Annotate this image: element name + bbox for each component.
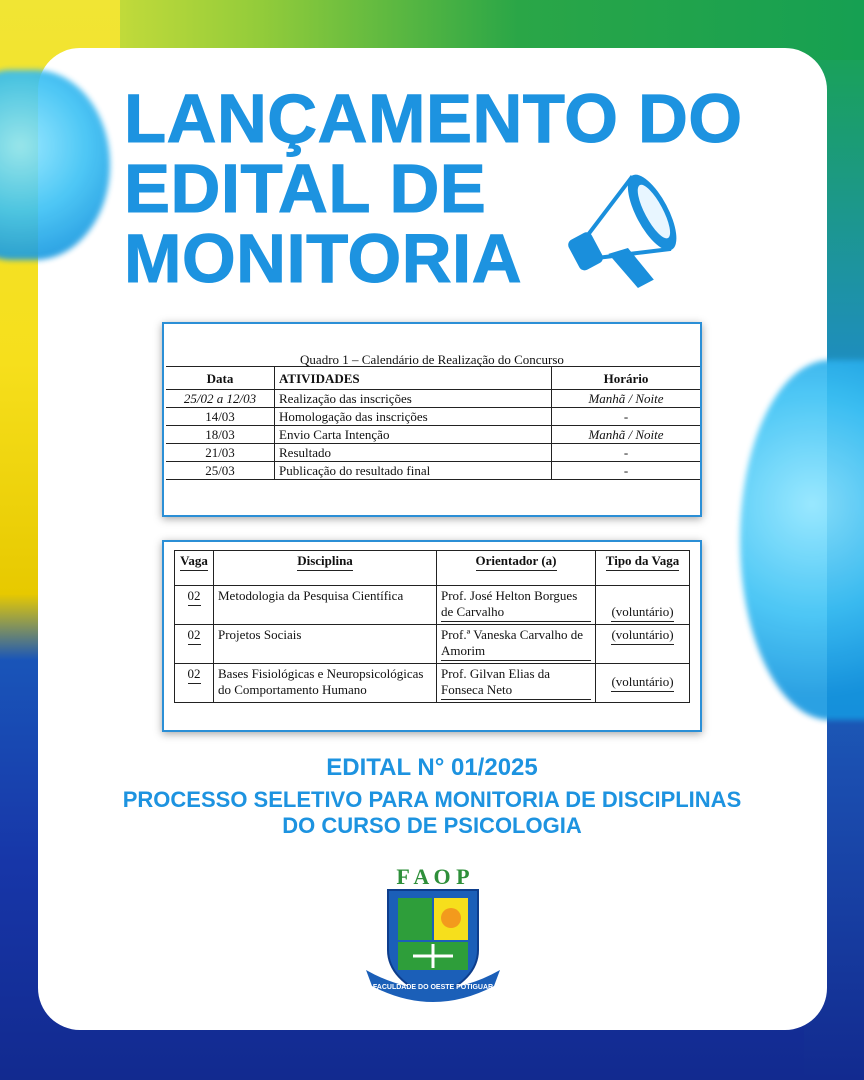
table-row (166, 426, 700, 444)
calendar-date: 18/03 (166, 426, 275, 444)
vacancy-count: 02 (175, 664, 214, 703)
table-row (175, 586, 690, 625)
vacancy-discipline: Bases Fisiológicas e Neuropsicológicas do Comportamento Humano (214, 664, 437, 703)
calendar-document (162, 322, 702, 517)
faop-logo (358, 858, 508, 1008)
calendar-activity: Publicação do resultado final (275, 462, 552, 480)
table-row (166, 408, 700, 426)
calendar-header-row (166, 367, 700, 390)
subtitle-line-1: PROCESSO SELETIVO PARA MONITORIA DE DISCIPLINAS (122, 787, 742, 812)
vacancy-count: 02 (175, 586, 214, 625)
table-row (175, 664, 690, 703)
calendar-activity: Realização das inscrições (275, 390, 552, 408)
calendar-date: 14/03 (166, 408, 275, 426)
calendar-time: - (552, 444, 701, 462)
subtitle-line-2: DO CURSO DE PSICOLOGIA (282, 813, 582, 838)
calendar-activity: Homologação das inscrições (275, 408, 552, 426)
calendar-caption: Quadro 1 – Calendário de Realização do Concurso (300, 352, 564, 367)
vacancy-count: 02 (175, 625, 214, 664)
logo-ribbon-text: FACULDADE DO OESTE POTIGUAR (372, 984, 494, 991)
title-line-1: LANÇAMENTO DO (124, 80, 743, 157)
vacancies-header-vaga: Vaga (175, 551, 214, 586)
vacancy-advisor: Prof. Gilvan Elias da Fonseca Neto (437, 664, 596, 703)
vacancies-header-row (175, 551, 690, 586)
vacancy-type: (voluntário) (596, 586, 690, 625)
title-line-3: MONITORIA (124, 220, 523, 297)
logo-acronym: F A O P (396, 864, 470, 889)
vacancies-table (174, 550, 690, 703)
megaphone-icon (548, 148, 698, 308)
calendar-activity: Resultado (275, 444, 552, 462)
calendar-time: Manhã / Noite (552, 390, 701, 408)
vacancies-header-tipo: Tipo da Vaga (596, 551, 690, 586)
calendar-date: 25/03 (166, 462, 275, 480)
vacancies-document (162, 540, 702, 732)
table-row (175, 625, 690, 664)
calendar-time: Manhã / Noite (552, 426, 701, 444)
vacancy-type: (voluntário) (596, 625, 690, 664)
edital-number: EDITAL N° 01/2025 (326, 754, 538, 781)
subtitle (0, 787, 864, 839)
vacancy-discipline: Projetos Sociais (214, 625, 437, 664)
calendar-table (166, 366, 700, 480)
calendar-header-horario: Horário (552, 367, 701, 390)
calendar-activity: Envio Carta Intenção (275, 426, 552, 444)
title-line-2: EDITAL DE (124, 150, 487, 227)
calendar-time: - (552, 408, 701, 426)
table-row (166, 462, 700, 480)
table-row (166, 444, 700, 462)
calendar-date: 25/02 a 12/03 (166, 390, 275, 408)
vacancy-advisor: Prof.ª Vaneska Carvalho de Amorim (437, 625, 596, 664)
calendar-date: 21/03 (166, 444, 275, 462)
vacancies-header-disciplina: Disciplina (214, 551, 437, 586)
vacancy-type: (voluntário) (596, 664, 690, 703)
calendar-header-data: Data (166, 367, 275, 390)
calendar-header-atividades: ATIVIDADES (275, 367, 552, 390)
vacancies-header-orientador: Orientador (a) (437, 551, 596, 586)
vacancy-discipline: Metodologia da Pesquisa Científica (214, 586, 437, 625)
table-row (166, 390, 700, 408)
vacancy-advisor: Prof. José Helton Borgues de Carvalho (437, 586, 596, 625)
calendar-time: - (552, 462, 701, 480)
